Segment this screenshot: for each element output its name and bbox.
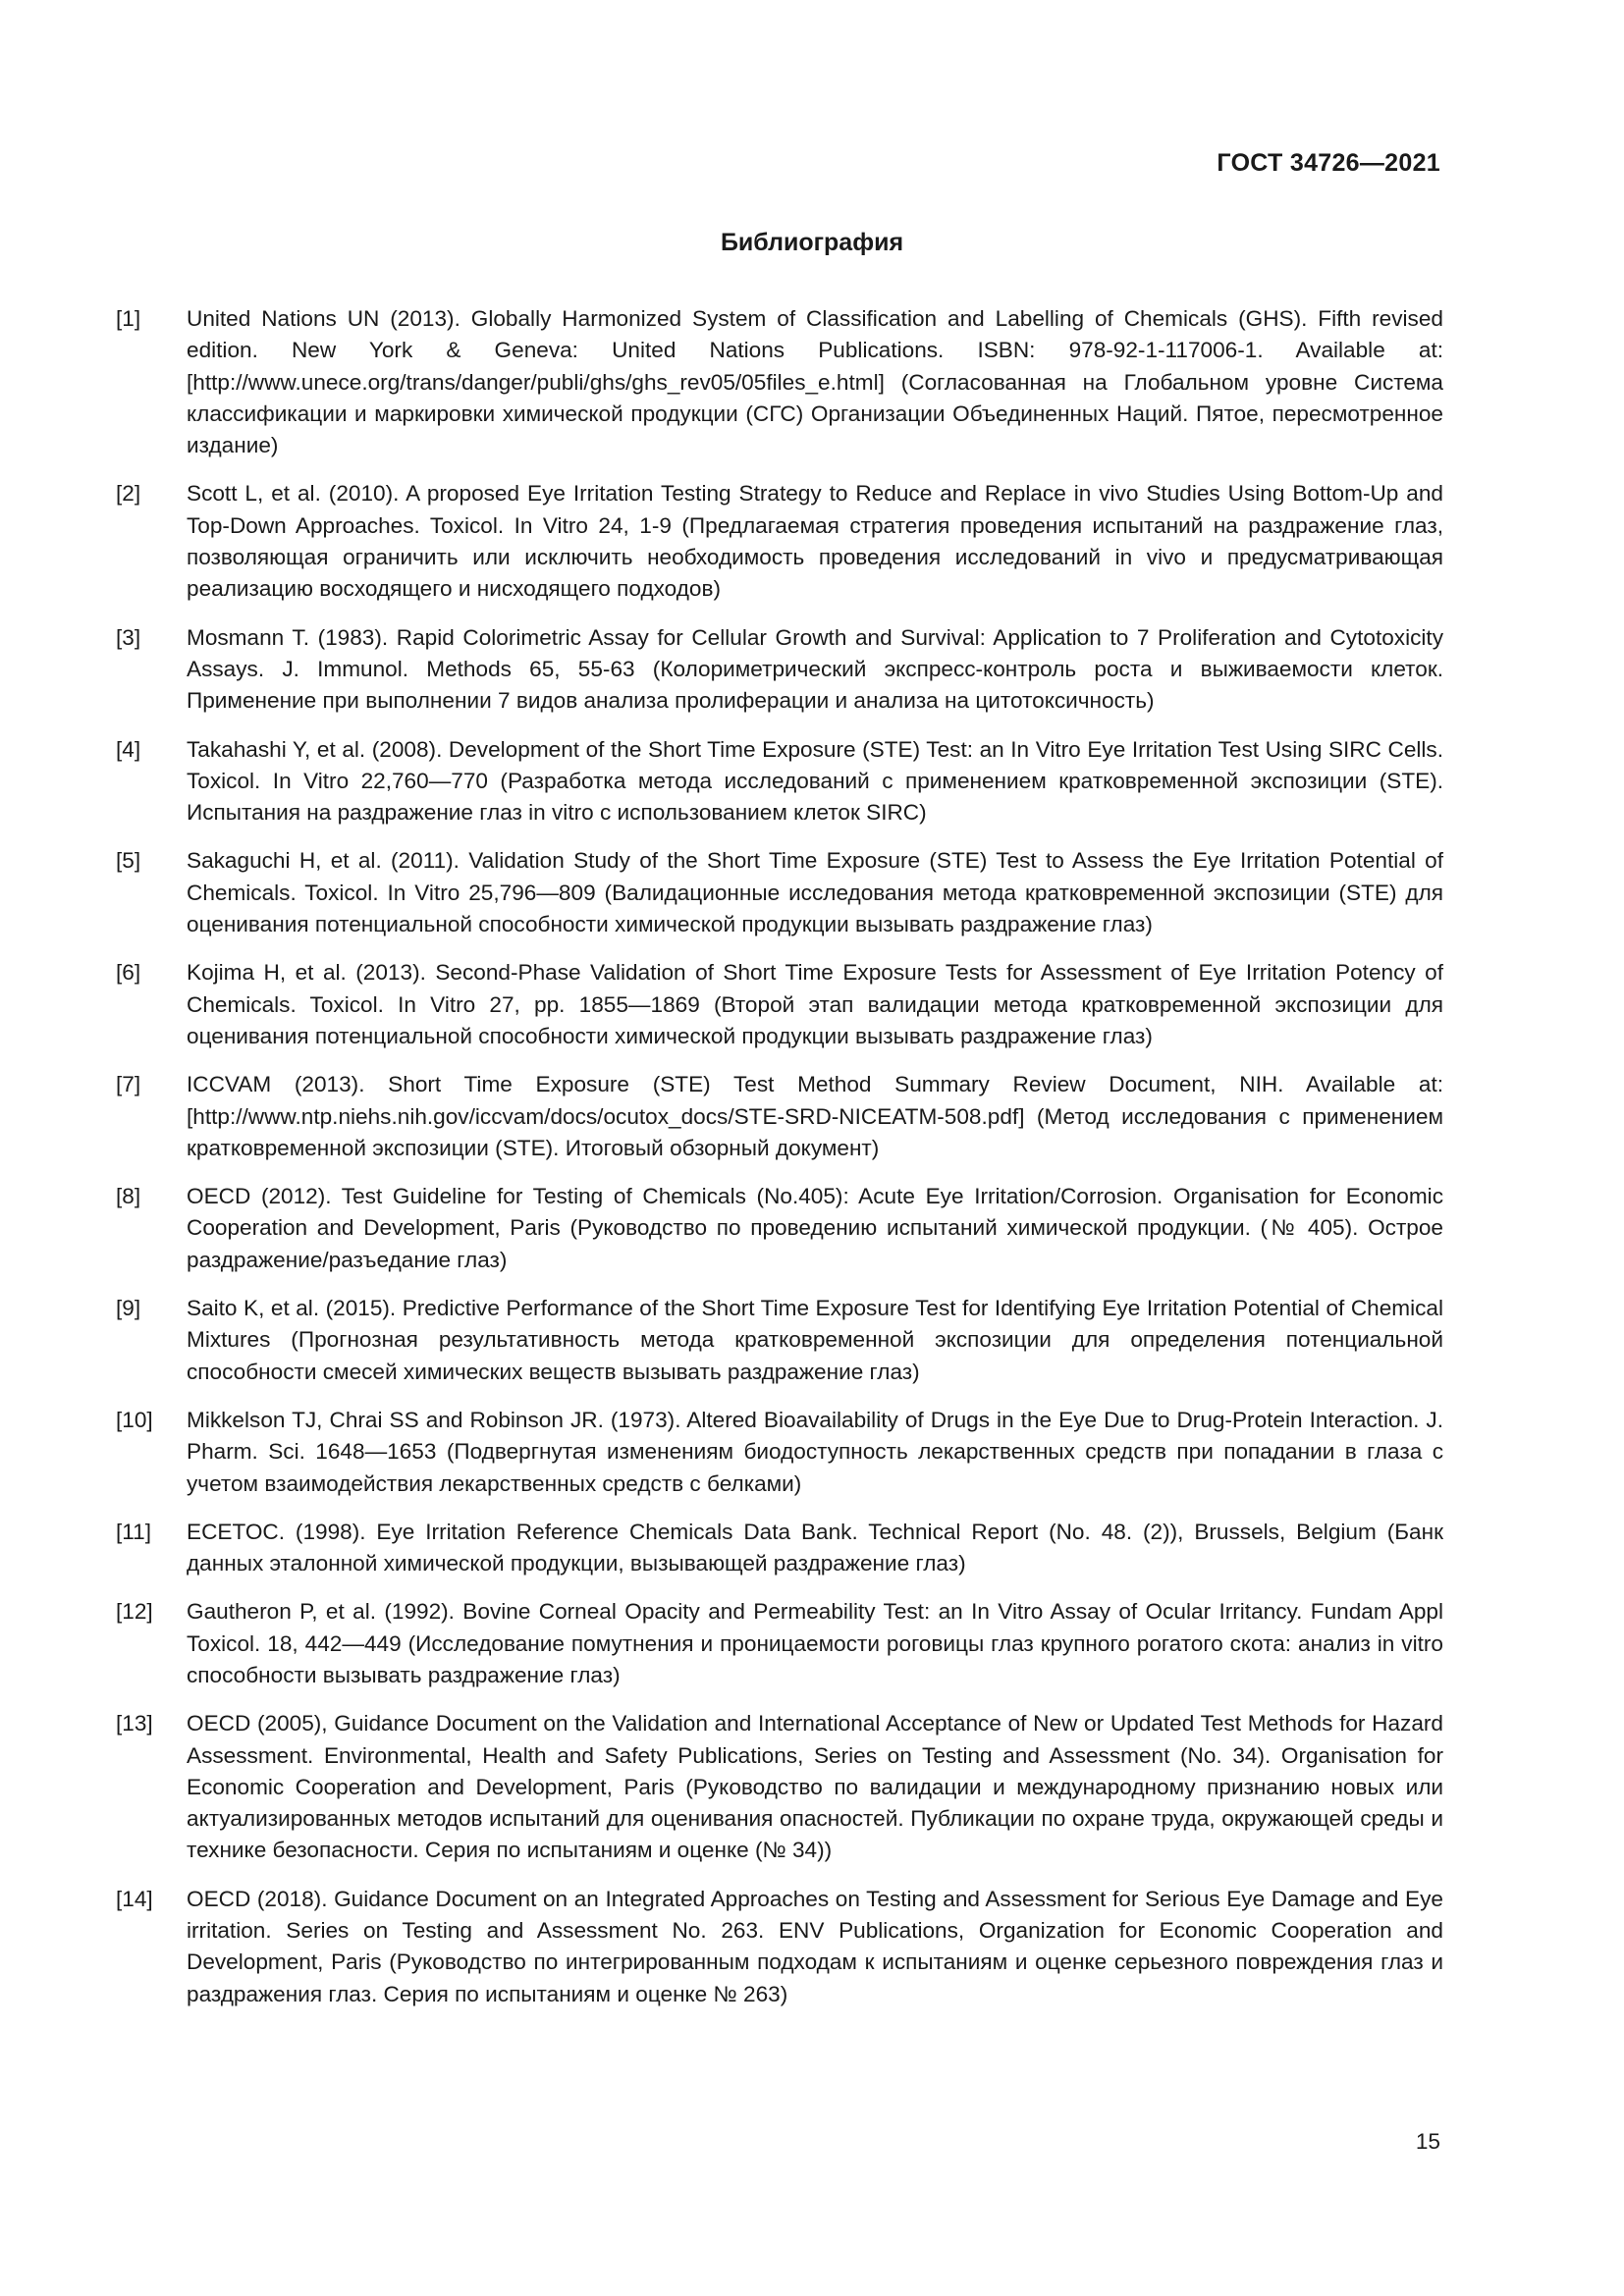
entry-number: [12] [116,1599,153,1625]
entry-text: Mosmann T. (1983). Rapid Colorimetric Assay for Cellular Growth and Survival: Application to 7 Proliferation and Cytotoxicity Assays. J. Immunol. Methods 65, 55-63 (Колориметрический экспресс-контроль роста и выживаемости клеток. Применение при выполнении 7 видов анализа пролиферации и анализа на цитотоксичность) [187,624,1443,714]
entry-number: [11] [116,1519,152,1544]
entry-number: [1] [116,306,141,331]
entry-number: [14] [116,1886,153,1911]
bibliography-list [116,303,1443,2027]
section-title: Библиография [720,229,904,256]
entry-text: ICCVAM (2013). Short Time Exposure (STE) Test Method Summary Review Document, NIH. Available at: [http://www.ntp.niehs.nih.gov/iccvam/docs/ocutox_docs/STE-SRD-NICEATM-508.pdf] (Метод исследования с применением кратковременной экспозиции (STE). Итоговый обзорный документ) [187,1072,1443,1160]
entry-text: Gautheron P, et al. (1992). Bovine Corneal Opacity and Permeability Test: an In Vitro Assay of Ocular Irritancy. Fundam Appl Toxicol. 18, 442—449 (Исследование помутнения и проницаемости роговицы глаз крупного рогатого скота: анализ in vitro способности вызывать раздражение глаз) [187,1599,1443,1687]
entry-number: [7] [116,1072,141,1097]
bibliography-entry [116,478,1443,605]
bibliography-entry [116,1293,1443,1388]
bibliography-entry [116,1405,1443,1500]
entry-number: [2] [116,481,141,507]
entry-text: Saito K, et al. (2015). Predictive Performance of the Short Time Exposure Test for Identifying Eye Irritation Potential of Chemical Mixtures (Прогнозная результативность метода кратковременной экспозиции для определения потенциальной способности смесей химических веществ вызывать раздражение глаз) [187,1296,1443,1384]
entry-text: Sakaguchi H, et al. (2011). Validation Study of the Short Time Exposure (STE) Test to Assess the Eye Irritation Potential of Chemicals. Toxicol. In Vitro 25,796—809 (Валидационные исследования метода кратковременной экспозиции (STE) для оценивания потенциальной способности химической продукции вызывать раздражение глаз) [187,848,1443,937]
entry-number: [3] [116,624,141,650]
bibliography-entry [116,1708,1443,1866]
entry-text: Kojima H, et al. (2013). Second-Phase Validation of Short Time Exposure Tests for Assessment of Eye Irritation Potency of Chemicals. Toxicol. In Vitro 27, pp. 1855—1869 (Второй этап валидации метода кратковременной экспозиции для оценивания потенциальной способности химической продукции вызывать раздражение глаз) [187,960,1443,1048]
entry-number: [10] [116,1407,153,1432]
bibliography-entry [116,1884,1443,2010]
entry-number: [4] [116,736,141,762]
entry-text: ECETOC. (1998). Eye Irritation Reference Chemicals Data Bank. Technical Report (No. 48. (2)), Brussels, Belgium (Банк данных эталонной химической продукции, вызывающей раздражение глаз) [187,1519,1443,1576]
entry-number: [6] [116,960,141,986]
bibliography-entry [116,734,1443,829]
entry-text: Mikkelson TJ, Chrai SS and Robinson JR. (1973). Altered Bioavailability of Drugs in the Eye Due to Drug-Protein Interaction. J. Pharm. Sci. 1648—1653 (Подвергнутая изменениям биодоступность лекарственных средств при попадании в глаза с учетом взаимодействия лекарственных средств с белками) [187,1407,1443,1496]
entry-text: OECD (2012). Test Guideline for Testing of Chemicals (No.405): Acute Eye Irritation/Corrosion. Organisation for Economic Cooperation and Development, Paris (Руководство по проведению испытаний химической продукции. (№ 405). Острое раздражение/разъедание глаз) [187,1184,1443,1272]
entry-number: [8] [116,1184,141,1209]
bibliography-entry [116,622,1443,718]
bibliography-entry [116,303,1443,461]
entry-text: Scott L, et al. (2010). A proposed Eye Irritation Testing Strategy to Reduce and Replace in vivo Studies Using Bottom-Up and Top-Down Approaches. Toxicol. In Vitro 24, 1-9 (Предлагаемая стратегия проведения испытаний на раздражение глаз, позволяющая ограничить или исключить необходимость проведения исследований in vivo и предусматривающая реализацию восходящего и нисходящего подходов) [187,481,1443,602]
page-number: 15 [1415,2129,1440,2154]
standard-code: ГОСТ 34726—2021 [1217,149,1440,177]
entry-number: [9] [116,1296,141,1321]
bibliography-entry [116,1596,1443,1691]
bibliography-entry [116,1517,1443,1580]
entry-number: [5] [116,848,141,874]
bibliography-entry [116,1181,1443,1276]
entry-text: United Nations UN (2013). Globally Harmonized System of Classification and Labelling of Chemicals (GHS). Fifth revised edition. New York & Geneva: United Nations Publications. ISBN: 978-92-1-117006-1. Available at: [http://www.unece.org/trans/danger/publi/ghs/ghs_rev05/05files_e.html] (Согласованная на Глобальном уровне Система классификации и маркировки химической продукции (СГС) Организации Объединенных Наций. Пятое, пересмотренное издание) [187,306,1443,458]
bibliography-entry [116,957,1443,1052]
entry-text: OECD (2005), Guidance Document on the Validation and International Acceptance of New or Updated Test Methods for Hazard Assessment. Environmental, Health and Safety Publications, Series on Testing and Assessment (No. 34). Organisation for Economic Cooperation and Development, Paris (Руководство по валидации и международному признанию новых или актуализированных методов испытаний для оценивания опасностей. Публикации по охране труда, окружающей среды и технике безопасности. Серия по испытаниям и оценке (№ 34)) [187,1711,1443,1863]
bibliography-entry [116,1069,1443,1164]
bibliography-entry [116,845,1443,940]
entry-text: OECD (2018). Guidance Document on an Integrated Approaches on Testing and Assessment for Serious Eye Damage and Eye irritation. Series on Testing and Assessment No. 263. ENV Publications, Organization for Economic Cooperation and Development, Paris (Руководство по интегрированным подходам к испытаниям и оценке серьезного повреждения глаз и раздражения глаз. Серия по испытаниям и оценке № 263) [187,1886,1443,2006]
entry-number: [13] [116,1711,153,1736]
entry-text: Takahashi Y, et al. (2008). Development of the Short Time Exposure (STE) Test: an In Vitro Eye Irritation Test Using SIRC Cells. Toxicol. In Vitro 22,760—770 (Разработка метода исследований с применением кратковременной экспозиции (STE). Испытания на раздражение глаз in vitro с использованием клеток SIRC) [187,736,1443,826]
